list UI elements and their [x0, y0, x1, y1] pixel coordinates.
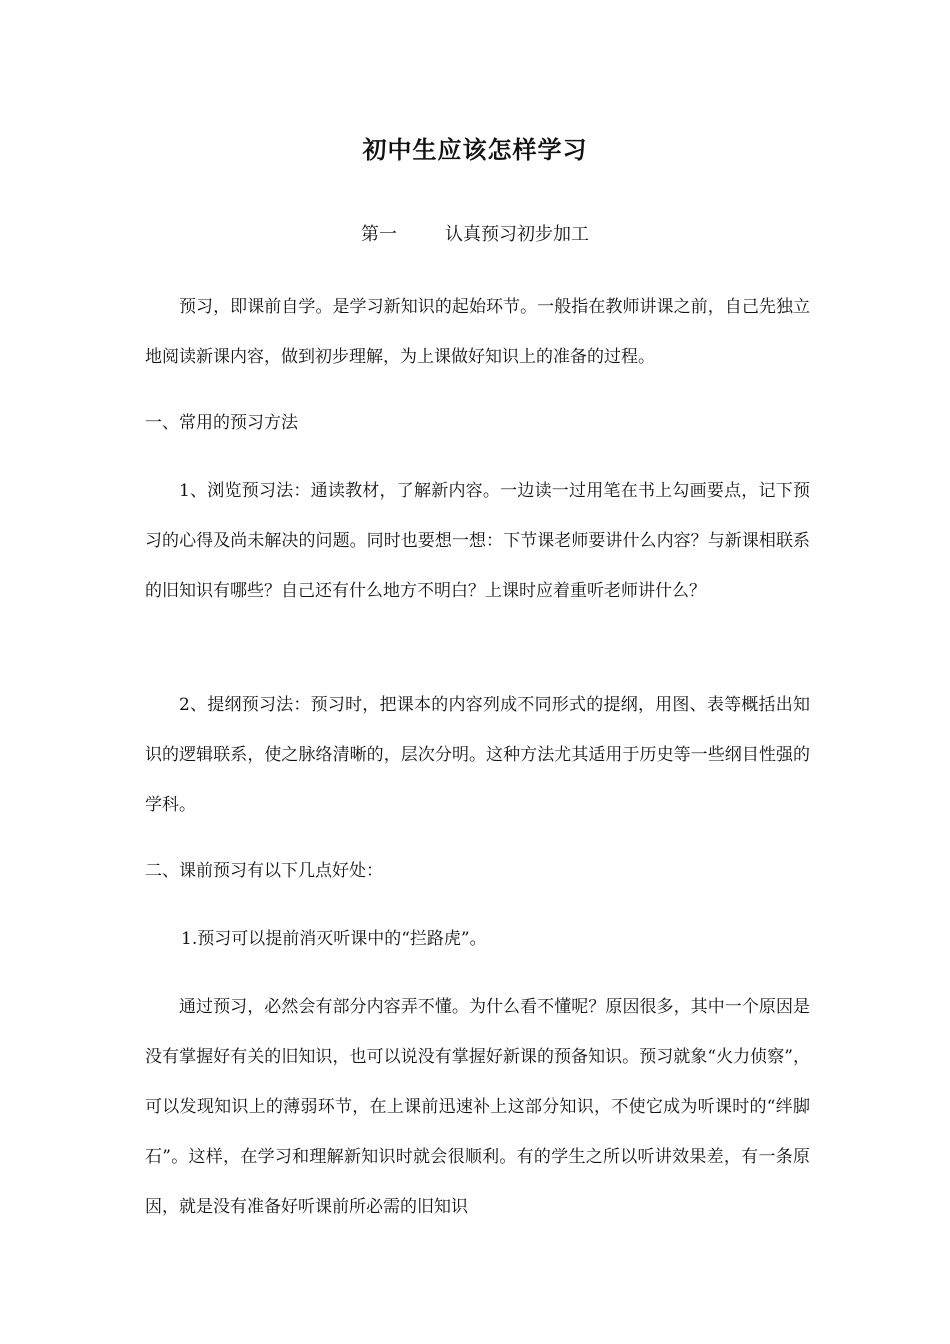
section-title: 认真预习初步加工 [445, 224, 589, 245]
heading-1-block [145, 408, 810, 438]
method-1-block [145, 466, 810, 616]
intro-block [145, 282, 810, 382]
document-title: 初中生应该怎样学习 [362, 135, 588, 164]
heading-2-block [145, 856, 810, 886]
method-outline-paragraph: 2、提纲预习法：预习时，把课本的内容列成不同形式的提纲，用图、表等概括出知识的逻辑联系，使之脉络清晰的，层次分明。这种方法尤其适用于历史等一些纲目性强的学科。 [145, 695, 810, 815]
intro-paragraph: 预习，即课前自学。是学习新知识的起始环节。一般指在教师讲课之前，自己先独立地阅读新课内容，做到初步理解，为上课做好知识上的准备的过程。 [145, 297, 810, 367]
method-2-block [145, 680, 810, 830]
heading-preview-methods: 一、常用的预习方法 [145, 413, 298, 433]
benefit-1-paragraph-block [145, 982, 810, 1232]
method-browse-paragraph: 1、浏览预习法：通读教材，了解新内容。一边读一过用笔在书上勾画要点，记下预习的心得及尚未解决的问题。同时也要想一想：下节课老师要讲什么内容？与新课相联系的旧知识有哪些？自己还有什么地方不明白？上课时应着重听老师讲什么？ [145, 481, 810, 601]
benefit-1-paragraph: 通过预习，必然会有部分内容弄不懂。为什么看不懂呢？原因很多，其中一个原因是没有掌握好有关的旧知识，也可以说没有掌握好新课的预备知识。预习就象“火力侦察”，可以发现知识上的薄弱环节，在上课前迅速补上这部分知识，不使它成为听课时的“绊脚石”。这样，在学习和理解新知识时就会很顺利。有的学生之所以听讲效果差，有一条原因，就是没有准备好听课前所必需的旧知识 [145, 997, 810, 1217]
section-label: 第一 [361, 224, 397, 245]
heading-preview-benefits: 二、课前预习有以下几点好处： [145, 861, 383, 881]
benefit-1-block [145, 924, 810, 954]
section-heading [0, 220, 950, 246]
benefit-1-item: 1.预习可以提前消灭听课中的“拦路虎”。 [181, 929, 487, 949]
